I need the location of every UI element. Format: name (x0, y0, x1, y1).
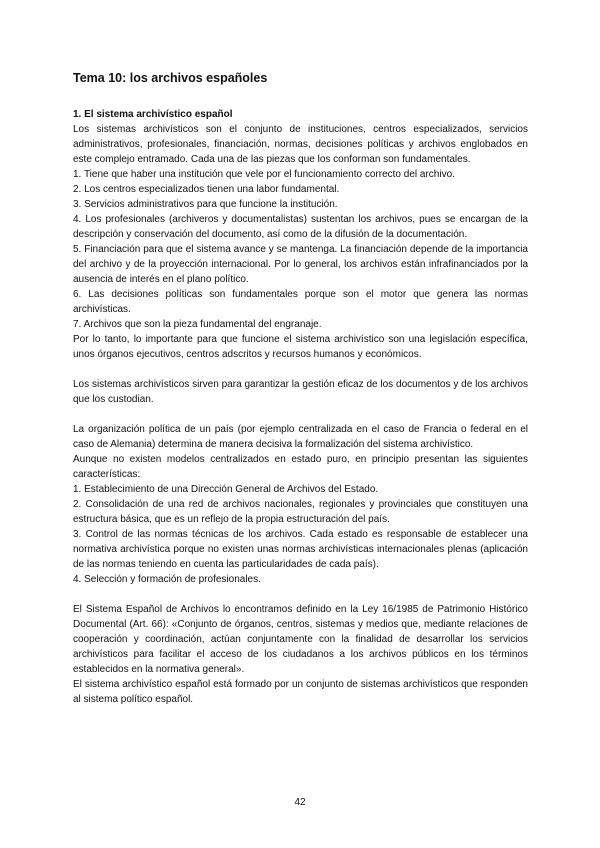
list-item-institution: 1. Tiene que haber una institución que vele por el funcionamiento correcto del archivo. (73, 169, 455, 180)
paragraph-gap (73, 407, 528, 422)
page-number: 42 (294, 797, 306, 808)
paragraph-political-organization: La organización política de un país (por ejemplo centralizada en el caso de Francia o federal en el caso de Alemania) determina de manera decisiva la formalización del sistema archivístico. (73, 424, 528, 450)
list-item-political-decisions: 6. Las decisiones políticas son fundamentales porque son el motor que genera las normas archivísticas. (73, 289, 528, 315)
paragraph-law-definition: El Sistema Español de Archivos lo encontramos definido en la Ley 16/1985 de Patrimonio Histórico Documental (Art. 66): «Conjunto de órganos, centros, sistemas y medios que, mediante relaciones de cooperación y coordinación, actúan conjuntamente con la finalidad de desarrollar los servicios archivísticos para facilitar el acceso de los ciudadanos a los archivos públicos en los términos establecidos en la normativa general». (73, 604, 528, 675)
list-item-selection-training: 4. Selección y formación de profesionales. (73, 574, 261, 585)
paragraph-characteristics-intro: Aunque no existen modelos centralizados en estado puro, en principio presentan las siguientes características: (73, 454, 528, 480)
list-item-network: 2. Consolidación de una red de archivos nacionales, regionales y provinciales que constituyen una estructura básica, que es un reflejo de la propia estructuración del país. (73, 499, 528, 525)
list-item-technical-norms: 3. Control de las normas técnicas de los archivos. Cada estado es responsable de establecer una normativa archivística porque no existen unas normas archivísticas internacionales plenas (aplicación de las normas teniendo en cuenta las particularidades de cada país). (73, 529, 528, 570)
paragraph-conclusion: Por lo tanto, lo importante para que funcione el sistema archivístico son una legislación específica, unos órganos ejecutivos, centros adscritos y recursos humanos y económicos. (73, 334, 528, 360)
list-item-centers: 2. Los centros especializados tienen una labor fundamental. (73, 184, 340, 195)
paragraph-purpose: Los sistemas archivísticos sirven para garantizar la gestión eficaz de los documentos y de los archivos que los custodian. (73, 379, 528, 405)
list-item-direccion-general: 1. Establecimiento de una Dirección General de Archivos del Estado. (73, 484, 379, 495)
paragraph-gap (73, 362, 528, 377)
page-title: Tema 10: los archivos españoles (73, 71, 268, 85)
list-item-financing: 5. Financiación para que el sistema avance y se mantenga. La financiación depende de la importancia del archivo y de la proyección internacional. Por lo general, los archivos están infrafinanciados por la ausencia de interés en el plano político. (73, 244, 528, 285)
list-item-archives: 7. Archivos que son la pieza fundamental del engranaje. (73, 319, 322, 330)
list-item-services: 3. Servicios administrativos para que funcione la institución. (73, 199, 338, 210)
paragraph-gap (73, 587, 528, 602)
list-item-professionals: 4. Los profesionales (archiveros y documentalistas) sustentan los archivos, pues se encargan de la descripción y conservación del documento, así como de la difusión de la documentación. (73, 214, 528, 240)
paragraph-spanish-system: El sistema archivístico español está formado por un conjunto de sistemas archivísticos que responden al sistema político español. (73, 679, 528, 705)
paragraph-intro: Los sistemas archivísticos son el conjunto de instituciones, centros especializados, servicios administrativos, profesionales, financiación, normas, decisiones políticas y archivos englobados en este complejo entramado. Cada una de las piezas que los conforman son fundamentales. (73, 124, 528, 165)
document-page (73, 70, 528, 707)
section-heading: 1. El sistema archivístico español (73, 109, 233, 120)
